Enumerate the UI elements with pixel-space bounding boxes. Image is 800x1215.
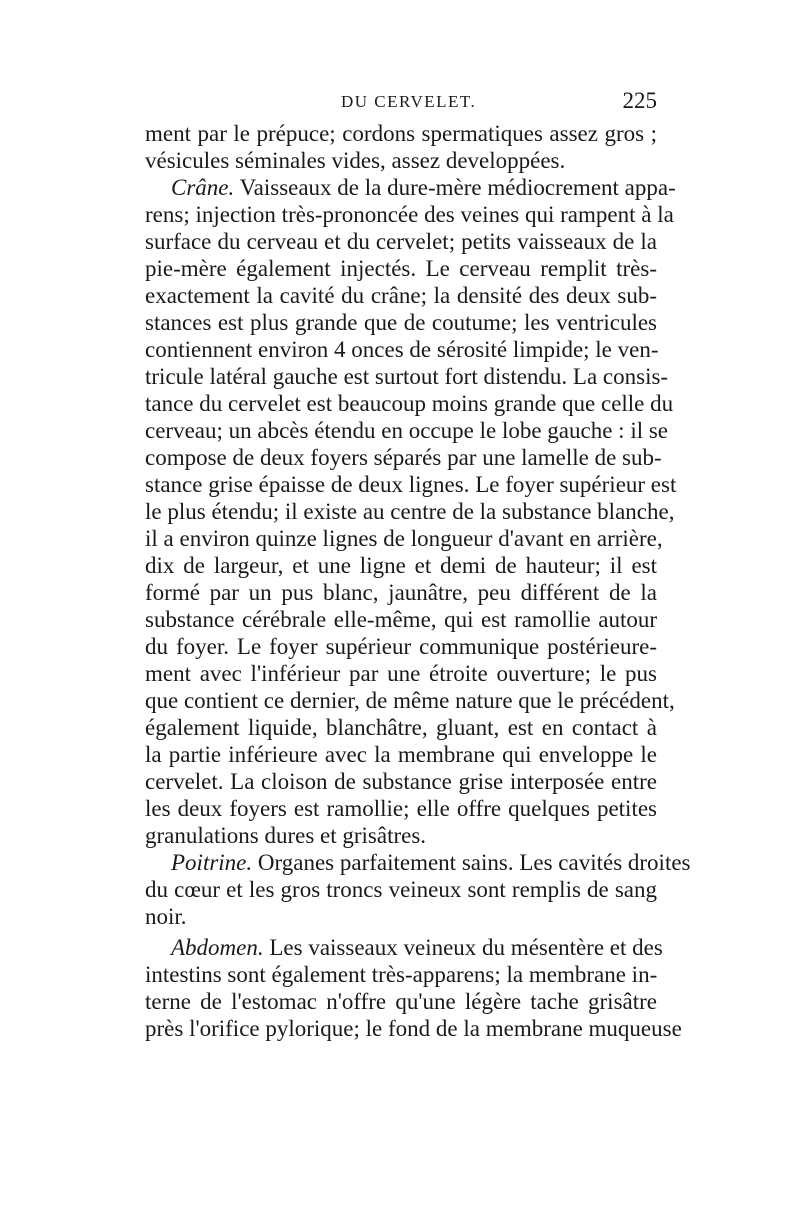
text-line: compose de deux foyers séparés par une lamelle de sub- [145, 445, 662, 470]
text-line: contiennent environ 4 onces de sérosité limpide; le ven- [145, 337, 659, 362]
text-line: il a environ quinze lignes de longueur d'avant en arrière, [145, 526, 663, 551]
text-line: granulations dures et grisâtres. [145, 823, 427, 848]
text-line: Poitrine. Organes parfaitement sains. Les cavités droites [171, 850, 691, 875]
text-line: du foyer. Le foyer supérieur communique postérieure- [145, 634, 657, 659]
text-line: Crâne. Vaisseaux de la dure-mère médiocrement appa- [171, 175, 676, 200]
text-line: tance du cervelet est beaucoup moins grande que celle du [145, 391, 674, 416]
text-line: près l'orifice pylorique; le fond de la membrane muqueuse [145, 1016, 682, 1041]
text-line: intestins sont également très-apparens; la membrane in- [145, 962, 658, 987]
text-line: du cœur et les gros troncs veineux sont remplis de sang [145, 877, 657, 902]
text-line: stance grise épaisse de deux lignes. Le foyer supérieur est [145, 472, 677, 497]
text-line: surface du cerveau et du cervelet; petits vaisseaux de la [145, 229, 657, 254]
text-line: exactement la cavité du crâne; la densité des deux sub- [145, 283, 657, 308]
text-line: ment avec l'inférieur par une étroite ouverture; le pus [145, 661, 657, 686]
text-line: cervelet. La cloison de substance grise interposée entre [145, 769, 657, 794]
text-line: formé par un pus blanc, jaunâtre, peu différent de la [145, 580, 657, 605]
text-line: également liquide, blanchâtre, gluant, est en contact à [145, 715, 657, 740]
text-line: le plus étendu; il existe au centre de la substance blanche, [145, 499, 675, 524]
text-line: la partie inférieure avec la membrane qui enveloppe le [145, 742, 657, 767]
text-line: stances est plus grande que de coutume; les ventricules [145, 310, 657, 335]
text-line: les deux foyers est ramollie; elle offre quelques petites [145, 796, 657, 821]
running-head [145, 88, 657, 122]
text-line: tricule latéral gauche est surtout fort distendu. La consis- [145, 364, 669, 389]
text-line: substance cérébrale elle-même, qui est ramollie autour [145, 607, 657, 632]
text-line: pie-mère également injectés. Le cerveau remplit très- [145, 256, 657, 281]
page-number: 225 [622, 88, 657, 113]
body-text [145, 120, 691, 1042]
text-line: terne de l'estomac n'offre qu'une légère tache grisâtre [145, 989, 657, 1014]
text-line: vésicules séminales vides, assez developpées. [145, 148, 566, 173]
text-line: cerveau; un abcès étendu en occupe le lobe gauche : il se [145, 418, 669, 443]
running-title: DU CERVELET. [341, 92, 477, 111]
text-line: rens; injection très-prononcée des veines qui rampent à la [145, 202, 674, 227]
text-line: noir. [145, 904, 187, 929]
text-line: ment par le prépuce; cordons spermatiques assez gros ; [145, 121, 657, 146]
text-line: Abdomen. Les vaisseaux veineux du mésentère et des [171, 935, 663, 960]
text-line: que contient ce dernier, de même nature que le précédent, [145, 688, 675, 713]
text-line: dix de largeur, et une ligne et demi de hauteur; il est [145, 553, 657, 578]
